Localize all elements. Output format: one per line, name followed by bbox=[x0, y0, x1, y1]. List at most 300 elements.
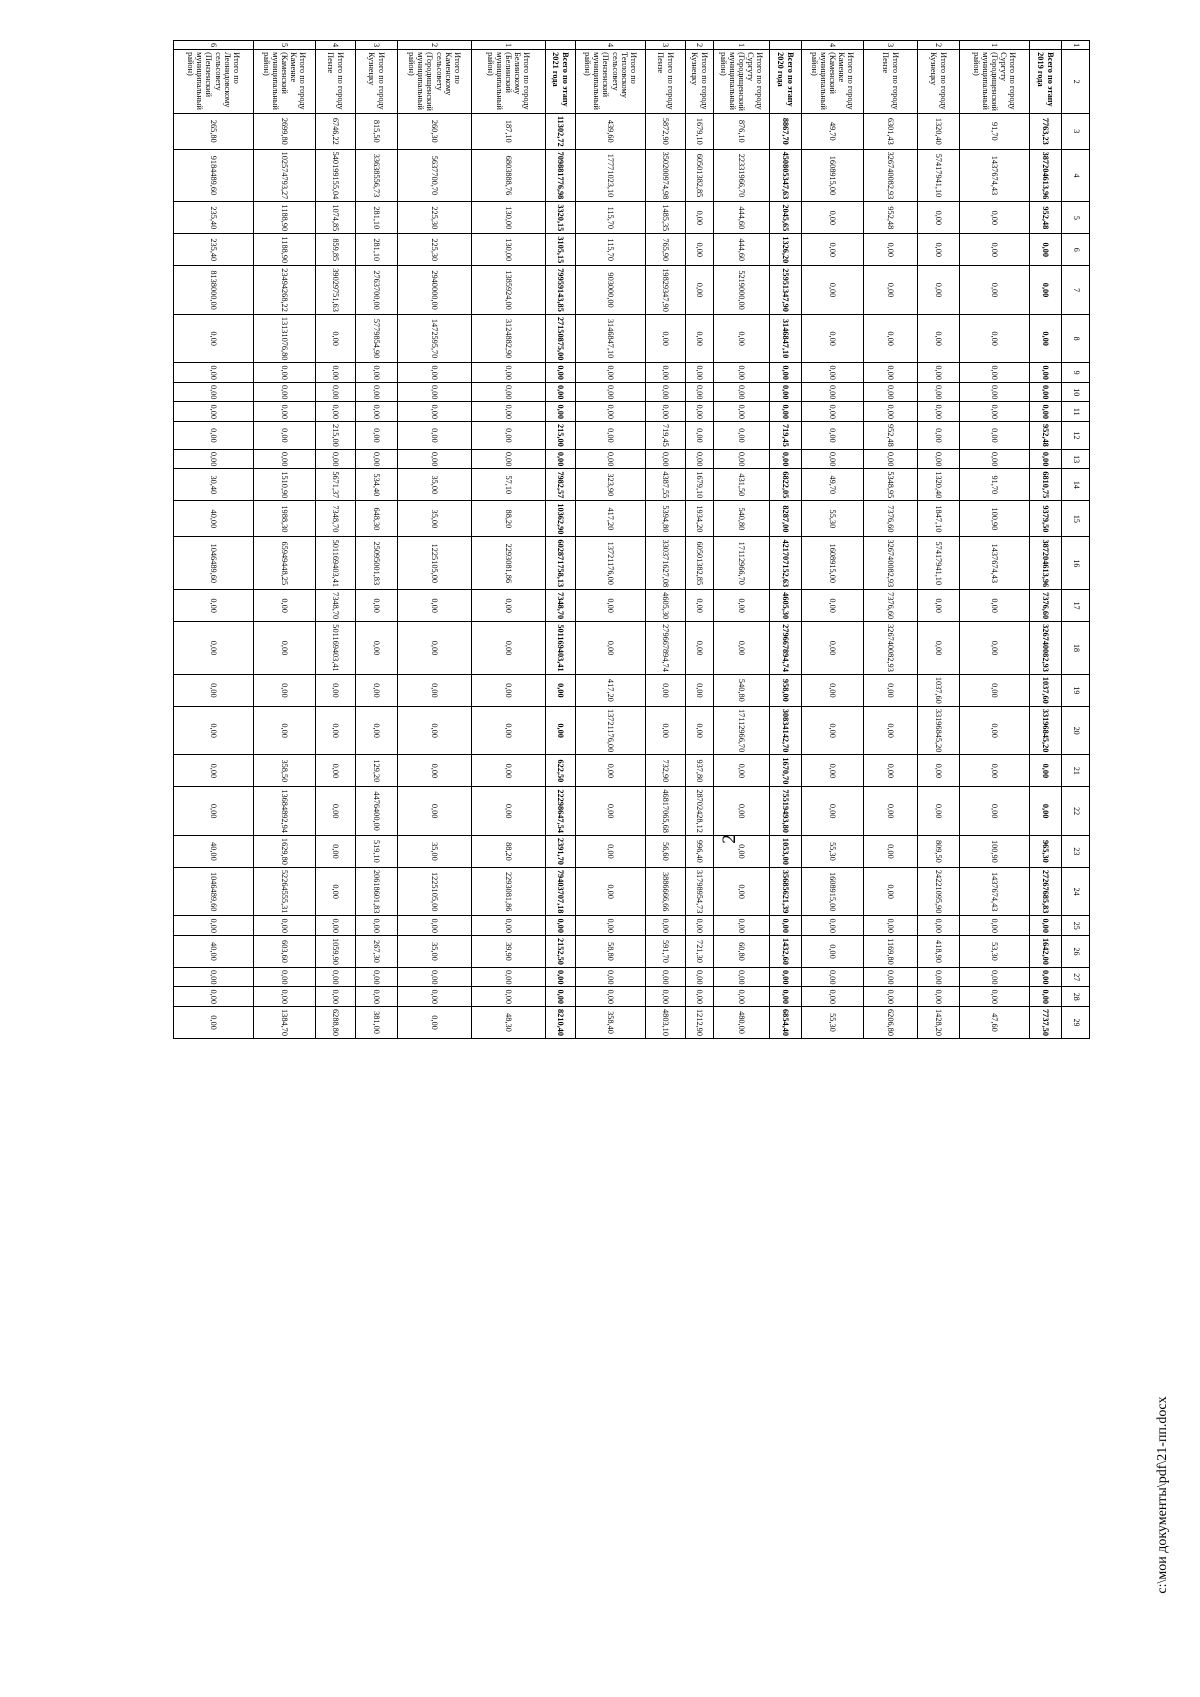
table-cell: 4 bbox=[576, 41, 646, 50]
table-cell: 35,00 bbox=[398, 835, 472, 867]
table-cell: 0,00 bbox=[174, 422, 254, 450]
table-cell: 225,30 bbox=[398, 234, 472, 266]
table-cell: 0,00 bbox=[576, 590, 646, 622]
table-cell: 281,10 bbox=[356, 234, 398, 266]
table-cell: 1320,40 bbox=[918, 469, 960, 501]
column-number: 4 bbox=[1062, 149, 1090, 202]
table-cell: 0,00 bbox=[398, 402, 472, 422]
table-cell: 0,00 bbox=[646, 363, 686, 383]
table-cell: 1 bbox=[714, 41, 770, 50]
table-cell: 0,00 bbox=[864, 266, 918, 315]
table-cell: 648,30 bbox=[356, 501, 398, 537]
table-cell: 0,00 bbox=[960, 402, 1030, 422]
table-cell: 0,00 bbox=[1030, 363, 1062, 383]
table-cell: 0,00 bbox=[686, 382, 714, 402]
table-cell: 115,70 bbox=[576, 202, 646, 234]
table-cell: 0,00 bbox=[918, 787, 960, 836]
table-cell: 0,00 bbox=[802, 266, 864, 315]
table-cell: 0,00 bbox=[174, 622, 254, 675]
table-cell: 1320,40 bbox=[918, 113, 960, 149]
table-cell: 0,00 bbox=[864, 314, 918, 363]
table-cell: 1225105,00 bbox=[398, 537, 472, 590]
row-label: Итого по городу Кузнецку bbox=[918, 50, 960, 114]
column-number: 27 bbox=[1062, 967, 1090, 987]
table-row bbox=[546, 41, 576, 1039]
table-cell: 25095001,83 bbox=[356, 537, 398, 590]
table-cell: 326740082,93 bbox=[864, 622, 918, 675]
table-cell: 0,00 bbox=[864, 449, 918, 469]
table-cell: 0,00 bbox=[174, 402, 254, 422]
table-cell: 0,00 bbox=[646, 449, 686, 469]
table-cell: 0,00 bbox=[646, 987, 686, 1007]
table-cell: 65949448,25 bbox=[254, 537, 316, 590]
table-cell: 279667894,74 bbox=[646, 622, 686, 675]
table-row bbox=[864, 41, 918, 1039]
table-cell: 0,00 bbox=[546, 382, 576, 402]
table-cell: 0,00 bbox=[174, 590, 254, 622]
table-cell: 0,00 bbox=[356, 363, 398, 383]
table-cell: 859,85 bbox=[316, 234, 356, 266]
table-cell: 0,00 bbox=[1030, 967, 1062, 987]
table-cell: 40,00 bbox=[174, 935, 254, 967]
table-cell: 115,70 bbox=[576, 234, 646, 266]
table-cell: 130,00 bbox=[472, 202, 546, 234]
table-cell: 5348,95 bbox=[864, 469, 918, 501]
table-cell: 0,00 bbox=[960, 987, 1030, 1007]
table-cell: 0,00 bbox=[398, 987, 472, 1007]
table-cell: 0,00 bbox=[686, 590, 714, 622]
table-cell: 1472595,70 bbox=[398, 314, 472, 363]
table-cell: 0,00 bbox=[960, 622, 1030, 675]
table-cell: 7982,57 bbox=[546, 469, 576, 501]
column-number: 22 bbox=[1062, 787, 1090, 836]
table-cell: 358,40 bbox=[576, 1007, 646, 1039]
table-cell: 2391,70 bbox=[546, 835, 576, 867]
table-cell: 0,00 bbox=[174, 987, 254, 1007]
table-cell: 0,00 bbox=[646, 916, 686, 936]
column-number: 25 bbox=[1062, 916, 1090, 936]
table-cell: 0,00 bbox=[714, 916, 770, 936]
table-cell: 330371627,08 bbox=[646, 537, 686, 590]
table-cell: 1188,90 bbox=[254, 202, 316, 234]
table-cell: 387204613,96 bbox=[1030, 149, 1062, 202]
table-cell: 326740082,93 bbox=[1030, 622, 1062, 675]
table-cell: 721,30 bbox=[686, 935, 714, 967]
column-number: 1 bbox=[1062, 41, 1090, 50]
table-cell: 0,00 bbox=[770, 363, 802, 383]
table-cell: 0,00 bbox=[864, 706, 918, 755]
table-cell: 0,00 bbox=[472, 449, 546, 469]
table-cell: 0,00 bbox=[254, 916, 316, 936]
row-label: Итого по городу Пензе bbox=[864, 50, 918, 114]
table-cell: 1053,00 bbox=[770, 835, 802, 867]
table-cell: 3146847,10 bbox=[770, 314, 802, 363]
table-cell: 0,00 bbox=[864, 755, 918, 787]
table-cell: 387204613,96 bbox=[1030, 537, 1062, 590]
table-cell: 0,00 bbox=[714, 590, 770, 622]
table-cell: 444,60 bbox=[714, 202, 770, 234]
table-cell: 719,45 bbox=[646, 422, 686, 450]
table-cell: 0,00 bbox=[686, 706, 714, 755]
table-cell: 0,00 bbox=[316, 867, 356, 916]
table-cell: 0,00 bbox=[316, 916, 356, 936]
table-cell: 417,20 bbox=[576, 674, 646, 706]
table-cell: 1437674,43 bbox=[960, 149, 1030, 202]
table-cell: 0,00 bbox=[1030, 449, 1062, 469]
table-cell: 4 bbox=[316, 41, 356, 50]
column-number: 21 bbox=[1062, 755, 1090, 787]
table-cell: 55,30 bbox=[802, 835, 864, 867]
table-cell: 0,00 bbox=[918, 449, 960, 469]
table-cell: 0,00 bbox=[802, 234, 864, 266]
table-cell: 1046489,60 bbox=[174, 867, 254, 916]
table-cell: 4387,55 bbox=[646, 469, 686, 501]
table-cell: 30,40 bbox=[174, 469, 254, 501]
table-cell: 444,60 bbox=[714, 234, 770, 266]
table-cell: 11302,72 bbox=[546, 113, 576, 149]
table-cell: 1510,90 bbox=[254, 469, 316, 501]
table-cell: 6206,80 bbox=[864, 1007, 918, 1039]
table-cell: 0,00 bbox=[686, 674, 714, 706]
table-cell: 0,00 bbox=[254, 674, 316, 706]
table-cell: 965,30 bbox=[1030, 835, 1062, 867]
table-cell: 1847,10 bbox=[918, 501, 960, 537]
table-cell: 1384,70 bbox=[254, 1007, 316, 1039]
table-cell: 20618601,83 bbox=[356, 867, 398, 916]
table-cell: 0,00 bbox=[864, 787, 918, 836]
table-cell: 0,00 bbox=[918, 590, 960, 622]
row-label: Итого по городу Сургуту (Городищенский муниципальный район) bbox=[714, 50, 770, 114]
table-cell: 0,00 bbox=[174, 1007, 254, 1039]
table-cell: 1074,85 bbox=[316, 202, 356, 234]
table-cell: 323,90 bbox=[576, 469, 646, 501]
table-cell: 279667894,74 bbox=[770, 622, 802, 675]
table-cell: 0,00 bbox=[356, 674, 398, 706]
table-cell: 265,80 bbox=[174, 113, 254, 149]
table-cell: 2699,80 bbox=[254, 113, 316, 149]
table-cell: 100,90 bbox=[960, 835, 1030, 867]
table-cell: 0,00 bbox=[472, 787, 546, 836]
table-cell: 0,00 bbox=[546, 363, 576, 383]
table-cell: 1 bbox=[472, 41, 546, 50]
table-cell: 35685621,39 bbox=[770, 867, 802, 916]
table-cell: 57417941,10 bbox=[918, 149, 960, 202]
table-cell: 60501382,85 bbox=[686, 537, 714, 590]
table-cell: 0,00 bbox=[918, 363, 960, 383]
table-cell: 0,00 bbox=[472, 916, 546, 936]
table-cell: 603,60 bbox=[254, 935, 316, 967]
table-cell: 7737,50 bbox=[1030, 1007, 1062, 1039]
table-cell: 0,00 bbox=[864, 402, 918, 422]
table-cell: 7348,70 bbox=[546, 590, 576, 622]
table-cell: 1437674,43 bbox=[960, 537, 1030, 590]
table-cell: 40,00 bbox=[174, 835, 254, 867]
row-label: Итого по городу Кузнецку bbox=[356, 50, 398, 114]
table-cell: 0,00 bbox=[254, 449, 316, 469]
table-cell: 0,00 bbox=[398, 363, 472, 383]
table-cell: 39,90 bbox=[472, 935, 546, 967]
table-cell: 40,00 bbox=[174, 501, 254, 537]
table-cell: 130,00 bbox=[472, 234, 546, 266]
column-number: 28 bbox=[1062, 987, 1090, 1007]
table-cell: 7376,60 bbox=[1030, 590, 1062, 622]
table-cell: 0,00 bbox=[472, 422, 546, 450]
table-cell: 1679,10 bbox=[686, 469, 714, 501]
table-cell: 0,00 bbox=[356, 916, 398, 936]
table-cell: 0,00 bbox=[174, 916, 254, 936]
table-cell: 2 bbox=[398, 41, 472, 50]
table-cell: 0,00 bbox=[398, 422, 472, 450]
table-cell: 0,00 bbox=[918, 916, 960, 936]
table-cell: 591,70 bbox=[646, 935, 686, 967]
table-cell: 0,00 bbox=[864, 916, 918, 936]
table-cell: 7376,60 bbox=[864, 590, 918, 622]
table-cell: 0,00 bbox=[686, 916, 714, 936]
table-cell: 421707152,63 bbox=[770, 537, 802, 590]
table-cell: 0,00 bbox=[802, 422, 864, 450]
table-cell: 0,00 bbox=[864, 967, 918, 987]
table-cell: 0,00 bbox=[472, 402, 546, 422]
table-cell: 7376,60 bbox=[864, 501, 918, 537]
table-cell: 0,00 bbox=[714, 787, 770, 836]
table-cell: 0,00 bbox=[802, 590, 864, 622]
table-cell: 6746,22 bbox=[316, 113, 356, 149]
table-cell: 0,00 bbox=[918, 402, 960, 422]
table-row bbox=[960, 41, 1030, 1039]
table-cell: 602871758,13 bbox=[546, 537, 576, 590]
table-cell: 0,00 bbox=[686, 967, 714, 987]
table-cell: 235,40 bbox=[174, 202, 254, 234]
table-cell: 0,00 bbox=[316, 967, 356, 987]
table-cell: 0,00 bbox=[918, 967, 960, 987]
table-cell: 0,00 bbox=[546, 967, 576, 987]
table-cell: 6854,40 bbox=[770, 1007, 802, 1039]
table-cell: 3 bbox=[646, 41, 686, 50]
table-cell: 3886666,66 bbox=[646, 867, 686, 916]
table-cell: 5637700,70 bbox=[398, 149, 472, 202]
table-cell: 996,40 bbox=[686, 835, 714, 867]
table-cell: 13131076,80 bbox=[254, 314, 316, 363]
table-cell: 0,00 bbox=[864, 987, 918, 1007]
table-row bbox=[918, 41, 960, 1039]
table-row bbox=[356, 41, 398, 1039]
table-cell: 55,30 bbox=[802, 501, 864, 537]
table-cell: 88,20 bbox=[472, 835, 546, 867]
table-cell: 53,30 bbox=[960, 935, 1030, 967]
table-cell: 1037,60 bbox=[1030, 674, 1062, 706]
column-number: 16 bbox=[1062, 537, 1090, 590]
table-cell: 0,00 bbox=[356, 987, 398, 1007]
table-cell: 0,00 bbox=[316, 314, 356, 363]
table-cell: 23494268,22 bbox=[254, 266, 316, 315]
table-cell: 0,00 bbox=[576, 787, 646, 836]
table-cell: 0,00 bbox=[714, 987, 770, 1007]
table-cell: 0,00 bbox=[254, 402, 316, 422]
header-row bbox=[1062, 41, 1090, 1039]
table-cell: 0,00 bbox=[714, 622, 770, 675]
table-cell: 0,00 bbox=[576, 422, 646, 450]
table-cell: 0,00 bbox=[174, 449, 254, 469]
table-cell: 0,00 bbox=[576, 755, 646, 787]
table-cell: 0,00 bbox=[174, 706, 254, 755]
table-cell: 0,00 bbox=[254, 590, 316, 622]
table-cell: 0,00 bbox=[918, 422, 960, 450]
table-cell: 0,00 bbox=[960, 363, 1030, 383]
table-cell: 58,80 bbox=[576, 935, 646, 967]
table-cell: 1432,60 bbox=[770, 935, 802, 967]
table-cell: 5779854,90 bbox=[356, 314, 398, 363]
table-cell: 102574793,27 bbox=[254, 149, 316, 202]
table-cell: 0,00 bbox=[714, 867, 770, 916]
table-cell: 48,30 bbox=[472, 1007, 546, 1039]
table-cell: 8867,70 bbox=[770, 113, 802, 149]
table-cell: 809,50 bbox=[918, 835, 960, 867]
table-cell: 35,00 bbox=[398, 501, 472, 537]
table-cell: 0,00 bbox=[960, 422, 1030, 450]
table-cell: 501169403,41 bbox=[316, 537, 356, 590]
column-number: 5 bbox=[1062, 202, 1090, 234]
table-cell: 719,45 bbox=[770, 422, 802, 450]
column-number: 26 bbox=[1062, 935, 1090, 967]
table-cell: 0,00 bbox=[802, 402, 864, 422]
table-cell: 91,70 bbox=[960, 469, 1030, 501]
table-cell: 3 bbox=[864, 41, 918, 50]
table-cell: 0,00 bbox=[1030, 787, 1062, 836]
table-cell: 7348,70 bbox=[316, 590, 356, 622]
table-cell: 480,00 bbox=[714, 1007, 770, 1039]
table-cell: 1608915,00 bbox=[802, 867, 864, 916]
table-cell: 958,00 bbox=[770, 674, 802, 706]
table-cell: 0,00 bbox=[316, 449, 356, 469]
table-cell: 2152,50 bbox=[546, 935, 576, 967]
table-cell: 0,00 bbox=[472, 382, 546, 402]
table-cell: 17771023,10 bbox=[576, 149, 646, 202]
table-cell: 0,00 bbox=[174, 363, 254, 383]
table-cell: 952,48 bbox=[864, 202, 918, 234]
table-cell: 2045,65 bbox=[770, 202, 802, 234]
column-number: 10 bbox=[1062, 382, 1090, 402]
table-cell: 0,00 bbox=[576, 622, 646, 675]
row-label: Итого по городу Пензе bbox=[646, 50, 686, 114]
table-cell: 49,70 bbox=[802, 113, 864, 149]
column-number: 3 bbox=[1062, 113, 1090, 149]
table-cell: 0,00 bbox=[802, 622, 864, 675]
table-cell: 8138000,00 bbox=[174, 266, 254, 315]
table-cell: 0,00 bbox=[918, 266, 960, 315]
table-cell: 1629,80 bbox=[254, 835, 316, 867]
table-cell: 6810,75 bbox=[1030, 469, 1062, 501]
table-cell: 0,00 bbox=[686, 987, 714, 1007]
table-cell: 0,00 bbox=[714, 422, 770, 450]
column-number: 8 bbox=[1062, 314, 1090, 363]
table-cell: 0,00 bbox=[576, 916, 646, 936]
table-cell: 19829347,90 bbox=[646, 266, 686, 315]
table-cell: 439,60 bbox=[576, 113, 646, 149]
table-cell: 0,00 bbox=[316, 755, 356, 787]
column-number: 9 bbox=[1062, 363, 1090, 383]
table-cell: 22331966,70 bbox=[714, 149, 770, 202]
column-number: 14 bbox=[1062, 469, 1090, 501]
table-cell: 47,60 bbox=[960, 1007, 1030, 1039]
table-cell: 0,00 bbox=[714, 402, 770, 422]
row-label: Итого по Каменскому сельсовету (Городищенский муниципальный район) bbox=[398, 50, 472, 114]
resettlement-program-table bbox=[173, 40, 1090, 1039]
table-cell: 0,00 bbox=[254, 422, 316, 450]
table-cell: 79959143,85 bbox=[546, 266, 576, 315]
table-cell: 501169403,41 bbox=[546, 622, 576, 675]
table-cell: 0,00 bbox=[1030, 314, 1062, 363]
table-cell: 0,00 bbox=[686, 363, 714, 383]
table-cell: 0,00 bbox=[714, 755, 770, 787]
table-cell: 431,50 bbox=[714, 469, 770, 501]
table-cell: 0,00 bbox=[576, 363, 646, 383]
table-cell: 0,00 bbox=[356, 422, 398, 450]
table-cell: 1188,90 bbox=[254, 234, 316, 266]
table-cell: 0,00 bbox=[356, 590, 398, 622]
table-cell: 4476400,00 bbox=[356, 787, 398, 836]
table-cell: 215,00 bbox=[546, 422, 576, 450]
table-cell: 31798954,73 bbox=[686, 867, 714, 916]
table-cell: 0,00 bbox=[316, 835, 356, 867]
table-cell: 1037,60 bbox=[918, 674, 960, 706]
table-cell: 0,00 bbox=[686, 202, 714, 234]
table-cell: 326740082,93 bbox=[864, 149, 918, 202]
table-row bbox=[398, 41, 472, 1039]
table-cell: 235,40 bbox=[174, 234, 254, 266]
table-cell: 0,00 bbox=[960, 266, 1030, 315]
table-cell: 5394,80 bbox=[646, 501, 686, 537]
table-cell: 215,00 bbox=[316, 422, 356, 450]
table-cell: 540,80 bbox=[714, 501, 770, 537]
table-cell: 27267685,83 bbox=[1030, 867, 1062, 916]
table-cell: 1437674,43 bbox=[960, 867, 1030, 916]
table-cell: 3146847,10 bbox=[576, 314, 646, 363]
table-cell: 0,00 bbox=[864, 867, 918, 916]
table-row bbox=[686, 41, 714, 1039]
row-label: Итого по Леонидовскому сельсовету (Пензенский муниципальный район) bbox=[174, 50, 254, 114]
table-cell: 326740082,93 bbox=[864, 537, 918, 590]
table-cell: 0,00 bbox=[254, 382, 316, 402]
table-cell: 1608915,00 bbox=[802, 149, 864, 202]
table-cell: 0,00 bbox=[770, 916, 802, 936]
table-cell: 9184489,60 bbox=[174, 149, 254, 202]
table-cell: 0,00 bbox=[472, 706, 546, 755]
table-cell: 0,00 bbox=[472, 967, 546, 987]
table-cell: 0,00 bbox=[398, 755, 472, 787]
table-cell: 0,00 bbox=[918, 755, 960, 787]
table-cell: 0,00 bbox=[686, 266, 714, 315]
table-cell: 0,00 bbox=[356, 402, 398, 422]
table-cell: 0,00 bbox=[316, 787, 356, 836]
table-cell: 0,00 bbox=[864, 835, 918, 867]
table-cell: 3124882,90 bbox=[472, 314, 546, 363]
row-label: Итого по городу Кузнецку bbox=[686, 50, 714, 114]
table-cell: 1608915,00 bbox=[802, 537, 864, 590]
table-cell: 0,00 bbox=[254, 363, 316, 383]
table-cell: 0,00 bbox=[546, 987, 576, 1007]
table-cell: 0,00 bbox=[472, 987, 546, 1007]
table-cell: 1169,80 bbox=[864, 935, 918, 967]
column-number: 29 bbox=[1062, 1007, 1090, 1039]
table-cell: 0,00 bbox=[576, 402, 646, 422]
table-cell: 0,00 bbox=[714, 314, 770, 363]
table-cell: 0,00 bbox=[918, 202, 960, 234]
table-row bbox=[576, 41, 646, 1039]
table-cell: 0,00 bbox=[174, 314, 254, 363]
table-cell bbox=[546, 41, 576, 50]
column-number: 12 bbox=[1062, 422, 1090, 450]
table-cell: 0,00 bbox=[960, 234, 1030, 266]
